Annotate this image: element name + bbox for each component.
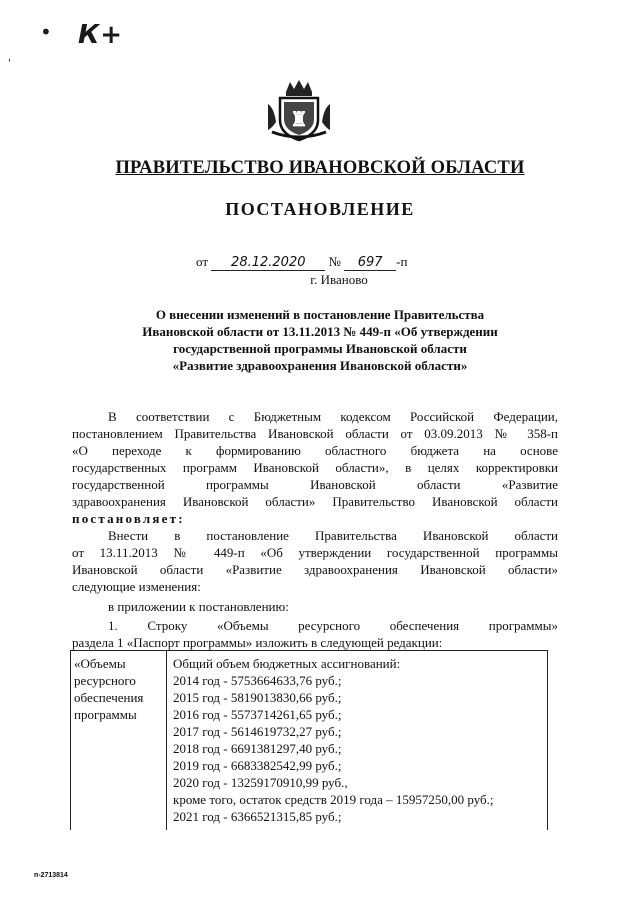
number-suffix: -п xyxy=(396,254,408,269)
text-line: от 13.11.2013 № 449-п «Об утверждении государственной программы xyxy=(72,545,558,560)
preamble-paragraph xyxy=(72,408,558,527)
date-number-line xyxy=(196,254,407,271)
value-line: 2021 год - 6366521315,85 руб.; xyxy=(173,809,342,824)
government-title: ПРАВИТЕЛЬСТВО ИВАНОВСКОЙ ОБЛАСТИ xyxy=(115,158,525,178)
label-line: ресурсного xyxy=(74,673,136,688)
value-line: 2015 год - 5819013830,66 руб.; xyxy=(173,690,342,705)
value-line: кроме того, остаток средств 2019 года – 15957250,00 руб.; xyxy=(173,792,494,807)
text-line: государственной программы Ивановской области «Развитие xyxy=(72,477,558,492)
subject-line: государственной программы Ивановской области xyxy=(173,341,467,356)
table-label-cell xyxy=(71,651,167,830)
text-line: 1. Строку «Объемы ресурсного обеспечения программы» xyxy=(108,618,558,633)
text-line: государственных программ Ивановской области», в целях корректировки xyxy=(72,460,558,475)
label-line: «Объемы xyxy=(74,656,126,671)
text-line: следующие изменения: xyxy=(72,579,201,594)
value-line: 2014 год - 5753664633,76 руб.; xyxy=(173,673,342,688)
value-line: 2017 год - 5614619732,27 руб.; xyxy=(173,724,342,739)
text-line: постановлением Правительства Ивановской области от 03.09.2013 № 358-п xyxy=(72,426,558,441)
appendix-line xyxy=(72,598,558,615)
date-prefix: от xyxy=(196,254,209,269)
item-1-paragraph xyxy=(72,617,558,651)
label-line: обеспечения xyxy=(74,690,144,705)
resolves-word: постановляет: xyxy=(72,511,185,526)
text-line: Внести в постановление Правительства Ивановской области xyxy=(108,528,558,543)
svg-text:♜: ♜ xyxy=(290,107,308,131)
subject-line: «Развитие здравоохранения Ивановской области» xyxy=(172,358,468,373)
number-prefix: № xyxy=(328,254,341,269)
decree-number: 697 xyxy=(344,255,396,271)
text-line: раздела 1 «Паспорт программы» изложить в следующей редакции: xyxy=(72,635,443,650)
text-line: в приложении к постановлению: xyxy=(108,599,289,614)
city: г. Иваново xyxy=(310,272,368,287)
value-line: 2019 год - 6683382542,99 руб.; xyxy=(173,758,342,773)
subject-line: Ивановской области от 13.11.2013 № 449-п «Об утверждении xyxy=(142,324,498,339)
resources-table xyxy=(70,650,548,830)
text-line: «О переходе к формированию областного бюджета на основе xyxy=(72,443,558,458)
text-line: Ивановской области «Развитие здравоохранения Ивановской области» xyxy=(72,562,558,577)
subject-line: О внесении изменений в постановление Правительства xyxy=(155,307,485,322)
value-line: 2016 год - 5573714261,65 руб.; xyxy=(173,707,342,722)
coat-of-arms-icon xyxy=(264,78,334,142)
text-line: В соответствии с Бюджетным кодексом Российской Федерации, xyxy=(108,409,558,424)
handwritten-tick: ' xyxy=(8,58,11,69)
value-line: 2020 год - 13259170910,99 руб., xyxy=(173,775,348,790)
text-line: здравоохранения Ивановской области» Правительство Ивановской области xyxy=(72,494,558,509)
document-code: п-2713814 xyxy=(34,872,68,879)
handwritten-mark: К+ xyxy=(78,20,124,50)
decree-subject xyxy=(70,306,570,374)
value-line: Общий объем бюджетных ассигнований: xyxy=(173,656,401,671)
handwritten-dot: • xyxy=(40,20,52,44)
amendment-paragraph xyxy=(72,527,558,595)
label-line: программы xyxy=(74,707,137,722)
decree-date: 28.12.2020 xyxy=(211,255,325,271)
document-type: ПОСТАНОВЛЕНИЕ xyxy=(225,199,415,219)
value-line: 2018 год - 6691381297,40 руб.; xyxy=(173,741,342,756)
table-value-cell xyxy=(167,651,547,830)
